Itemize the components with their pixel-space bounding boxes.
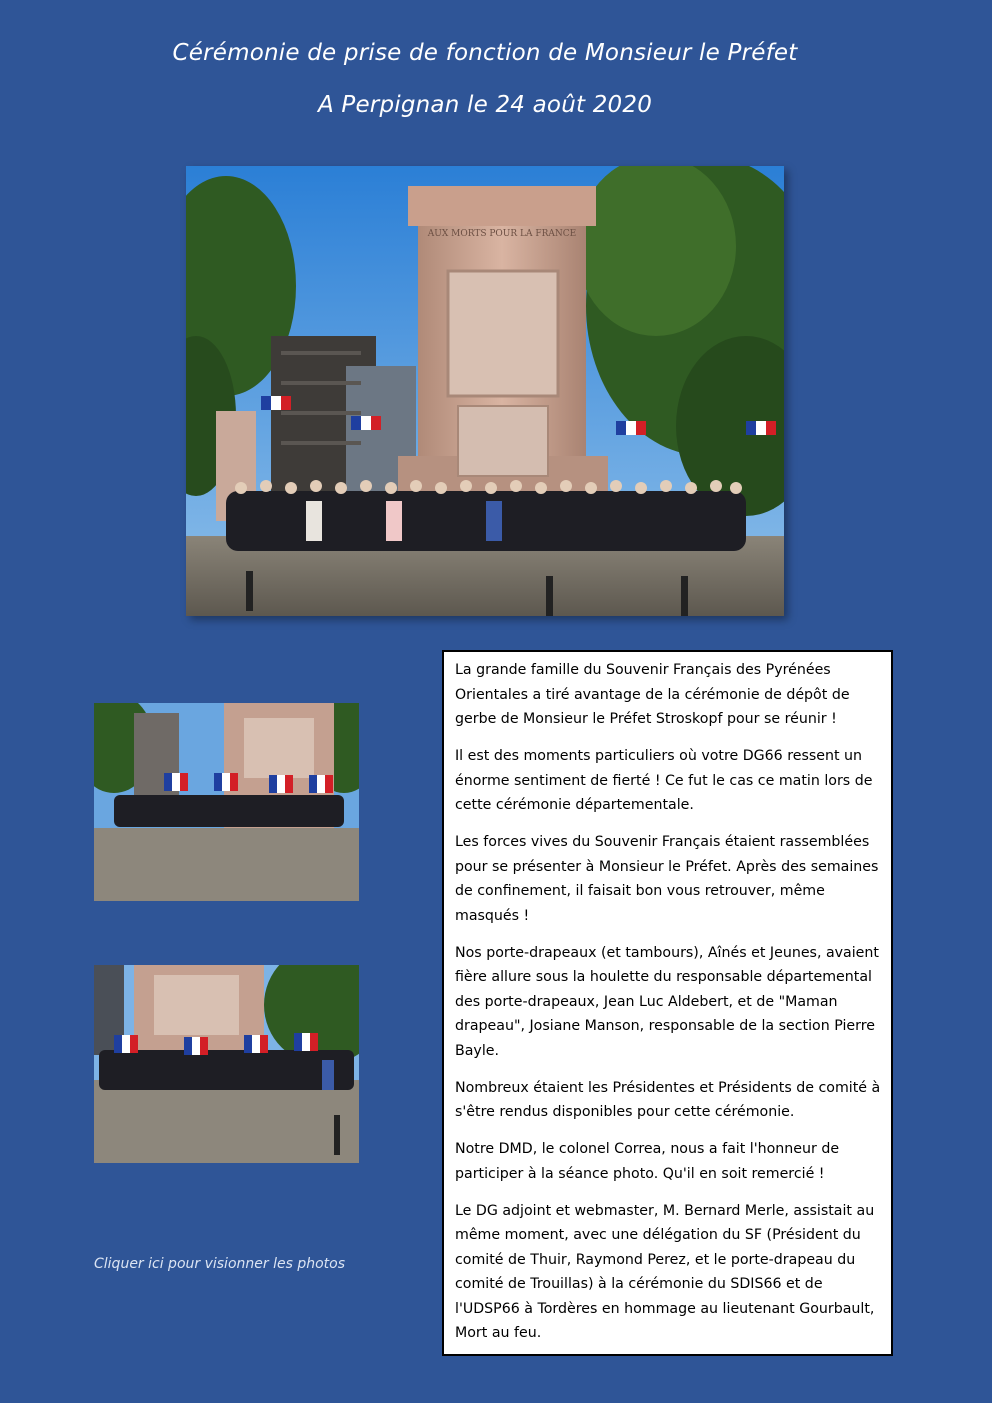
article-paragraph-5: Nombreux étaient les Présidentes et Présidents de comité à s'être rendus disponibles pour cette cérémonie. xyxy=(455,1079,881,1120)
page-subtitle: A Perpignan le 24 août 2020 xyxy=(317,92,653,118)
article-paragraph-1: La grande famille du Souvenir Français des Pyrénées Orientales a tiré avantage de la cérémonie de dépôt de gerbe de Monsieur le Préfet Stroskopf pour se réunir ! xyxy=(455,662,850,727)
page-title: Cérémonie de prise de fonction de Monsieur le Préfet xyxy=(172,40,798,66)
thumbnail-photo-2[interactable] xyxy=(94,965,359,1163)
article-paragraph-7: Le DG adjoint et webmaster, M. Bernard Merle, assistait au même moment, avec une délégation du SF (Président du comité de Thuir, Raymond Perez, et le porte-drapeau du comité de Trouillas) à la cérémonie du SDIS66 et de l'UDSP66 à Tordères en hommage au lieutenant Gourbault, Mort au feu. xyxy=(455,1202,875,1341)
view-photos-link[interactable]: Cliquer ici pour visionner les photos xyxy=(94,1256,346,1272)
main-photo xyxy=(186,166,784,616)
article-paragraph-4: Nos porte-drapeaux (et tambours), Aînés et Jeunes, avaient fière allure sous la houlette du responsable départemental des porte-drapeaux, Jean Luc Aldebert, et de "Maman drapeau", Josiane Manson, responsable de la section Pierre Bayle. xyxy=(455,944,879,1059)
thumbnail-photo-1[interactable] xyxy=(94,703,359,901)
svg-text:AUX MORTS POUR LA FRANCE: AUX MORTS POUR LA FRANCE xyxy=(427,229,577,239)
article-paragraph-6: Notre DMD, le colonel Correa, nous a fait l'honneur de participer à la séance photo. Qu'il en soit remercié ! xyxy=(455,1141,840,1182)
article-paragraph-2: Il est des moments particuliers où votre DG66 ressent un énorme sentiment de fierté ! Ce fut le cas ce matin lors de cette cérémonie départementale. xyxy=(455,748,873,813)
article-text-box xyxy=(442,650,893,1356)
article-paragraph-3: Les forces vives du Souvenir Français étaient rassemblées pour se présenter à Monsieur le Préfet. Après des semaines de confinement, il faisait bon vous retrouver, même masqués ! xyxy=(455,834,879,924)
